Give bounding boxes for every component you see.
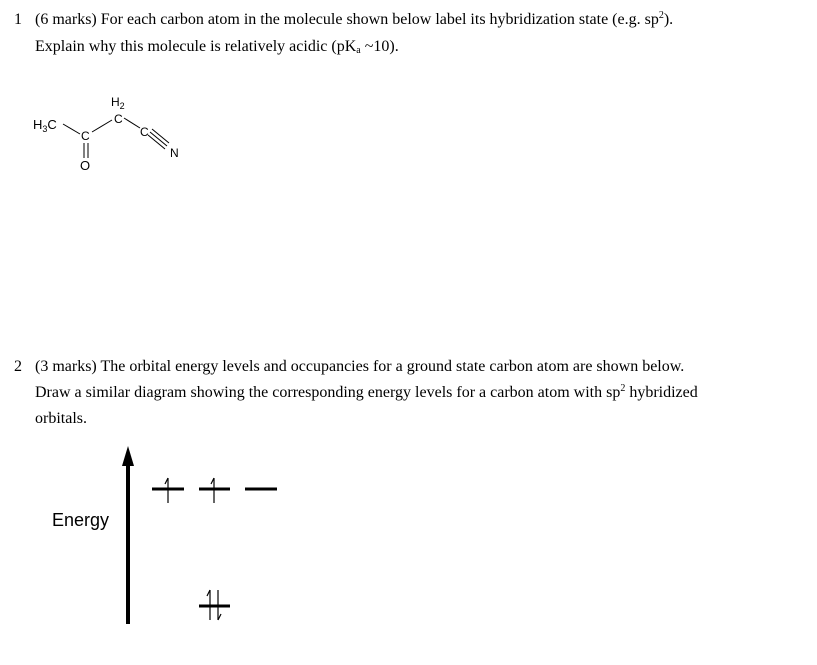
nitrogen-label: N — [170, 146, 179, 160]
energy-axis-label: Energy — [52, 510, 110, 530]
carbonyl-c-label: C — [81, 129, 90, 143]
energy-axis — [122, 446, 134, 624]
q2-line-1: (3 marks) The orbital energy levels and occupancies for a ground state carbon atom are shown below. — [35, 358, 685, 375]
q2-number: 2 — [14, 358, 22, 375]
nitrile-c-label: C — [140, 125, 149, 139]
q1-sub: a — [356, 45, 361, 56]
q1-line-1: (6 marks) For each carbon atom in the molecule shown below label its hybridization state (e.g. $sp^2$). — [35, 10, 674, 28]
methylene-c-label: C — [114, 112, 123, 126]
q1-number: 1 — [14, 11, 22, 28]
q2-sup: 2 — [620, 383, 626, 394]
oxygen-label: O — [80, 158, 91, 173]
methylene-h-label: $H_2$ — [111, 95, 125, 111]
methyl-label: $H_3C$ — [33, 117, 57, 134]
arrow-up-icon — [122, 446, 134, 466]
q1-sup: 2 — [658, 10, 664, 21]
q1-line-2: Explain why this molecule is relatively acidic ($pK_a$ ~10). — [35, 38, 399, 56]
q2-line-2: Draw a similar diagram showing the corresponding energy levels for a carbon atom with $sp^2$ hybridized — [35, 383, 698, 401]
q2-line-3: orbitals. — [35, 410, 87, 427]
